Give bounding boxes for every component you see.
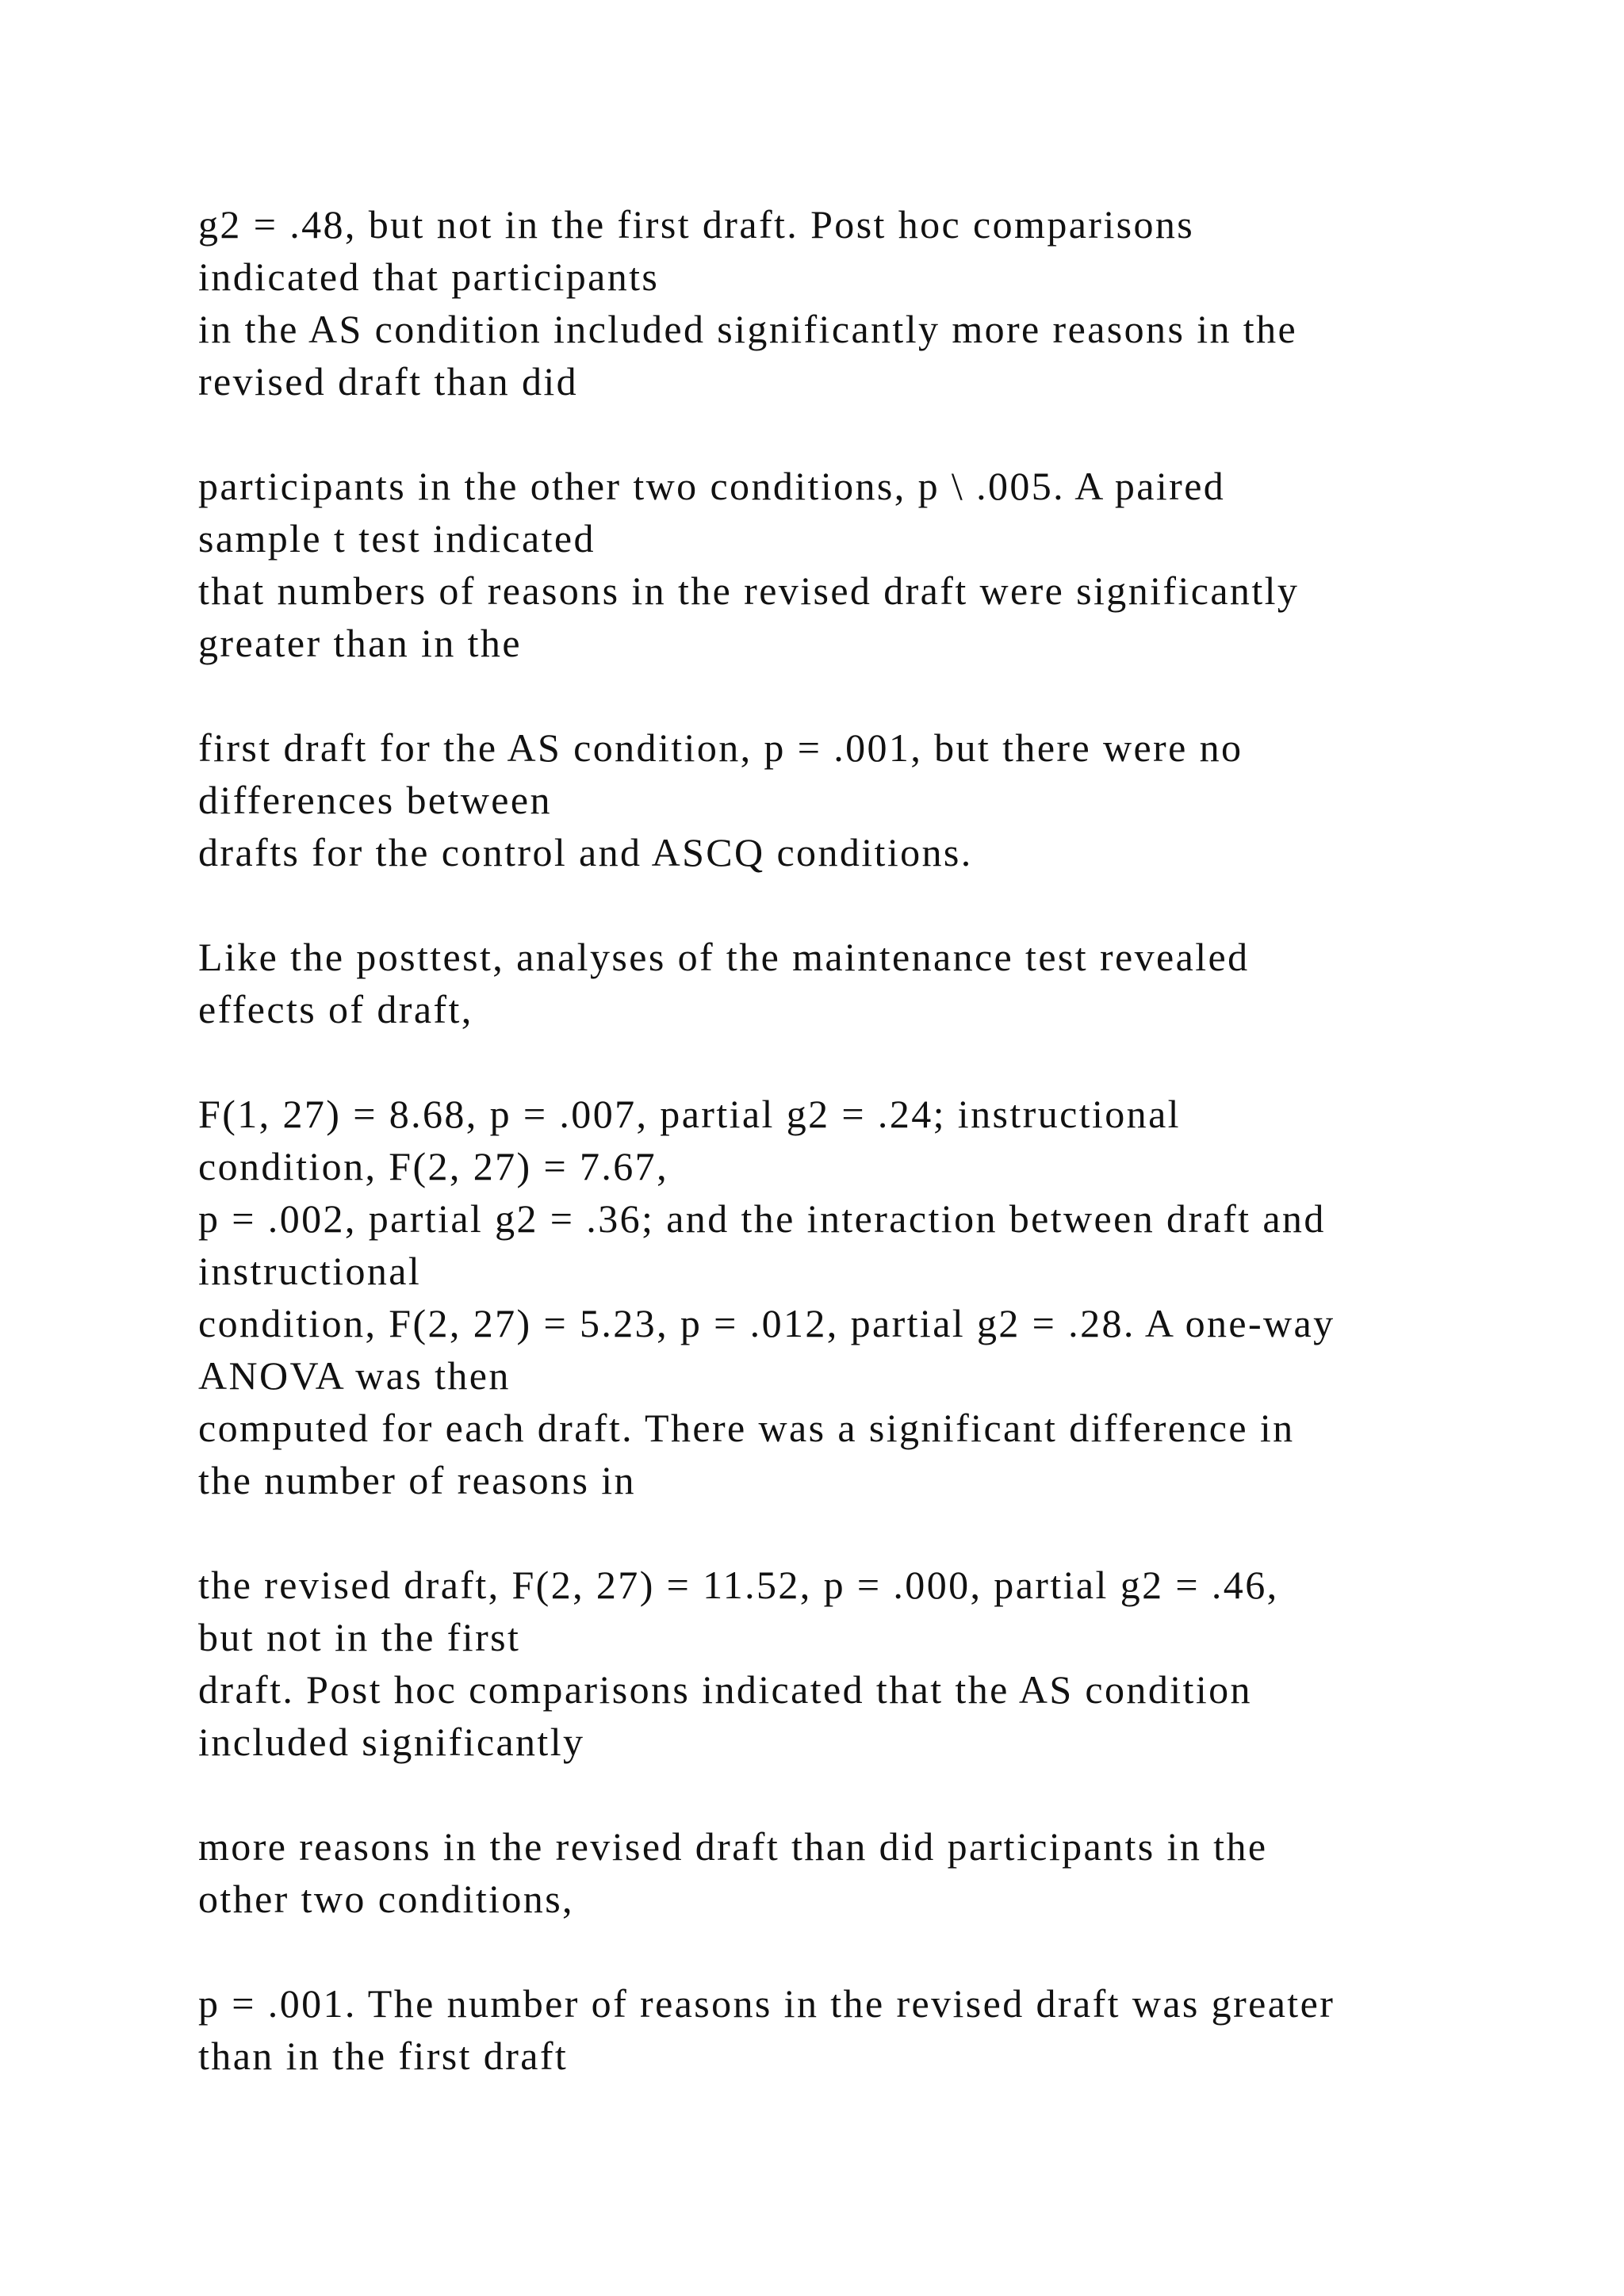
paragraph-4: [198, 931, 1546, 1035]
text-line: drafts for the control and ASCQ conditions.: [198, 830, 973, 874]
text-line: but not in the first: [198, 1615, 521, 1659]
text-line: participants in the other two conditions, p \ .005. A paired: [198, 464, 1226, 508]
paragraph-2: [198, 460, 1546, 669]
text-line: draft. Post hoc comparisons indicated that the AS condition: [198, 1667, 1252, 1712]
text-line: than in the first draft: [198, 2034, 569, 2078]
paragraph-gap: [198, 669, 1546, 721]
document-body: [198, 198, 1546, 2082]
text-line: other two conditions,: [198, 1877, 574, 1921]
text-line: ANOVA was then: [198, 1353, 511, 1398]
text-line: more reasons in the revised draft than did participants in the: [198, 1824, 1268, 1869]
text-line: the number of reasons in: [198, 1458, 636, 1502]
text-line: g2 = .48, but not in the first draft. Post hoc comparisons: [198, 202, 1195, 247]
text-line: in the AS condition included significantly more reasons in the: [198, 307, 1298, 351]
text-line: included significantly: [198, 1720, 585, 1764]
text-line: differences between: [198, 778, 552, 822]
paragraph-gap: [198, 1506, 1546, 1559]
text-line: greater than in the: [198, 621, 522, 665]
paragraph-gap: [198, 1768, 1546, 1820]
paragraph-gap: [198, 878, 1546, 931]
paragraph-7: [198, 1820, 1546, 1925]
paragraph-gap: [198, 1925, 1546, 1977]
paragraph-5: [198, 1088, 1546, 1506]
paragraph-1: [198, 198, 1546, 408]
text-line: sample t test indicated: [198, 516, 596, 561]
paragraph-gap: [198, 1035, 1546, 1088]
paragraph-6: [198, 1559, 1546, 1768]
paragraph-8: [198, 1977, 1546, 2082]
text-line: condition, F(2, 27) = 7.67,: [198, 1144, 668, 1188]
paragraph-3: [198, 721, 1546, 878]
text-line: effects of draft,: [198, 987, 473, 1031]
text-line: Like the posttest, analyses of the maintenance test revealed: [198, 935, 1250, 979]
text-line: first draft for the AS condition, p = .001, but there were no: [198, 725, 1243, 770]
text-line: revised draft than did: [198, 359, 579, 404]
text-line: F(1, 27) = 8.68, p = .007, partial g2 = .24; instructional: [198, 1092, 1181, 1136]
text-line: p = .002, partial g2 = .36; and the interaction between draft and: [198, 1196, 1326, 1241]
text-line: instructional: [198, 1249, 422, 1293]
text-line: that numbers of reasons in the revised draft were significantly: [198, 568, 1300, 613]
text-line: indicated that participants: [198, 254, 660, 299]
text-line: p = .001. The number of reasons in the revised draft was greater: [198, 1981, 1335, 2026]
paragraph-gap: [198, 408, 1546, 460]
text-line: the revised draft, F(2, 27) = 11.52, p = .000, partial g2 = .46,: [198, 1563, 1279, 1607]
text-line: condition, F(2, 27) = 5.23, p = .012, partial g2 = .28. A one-way: [198, 1301, 1335, 1345]
text-line: computed for each draft. There was a significant difference in: [198, 1406, 1295, 1450]
